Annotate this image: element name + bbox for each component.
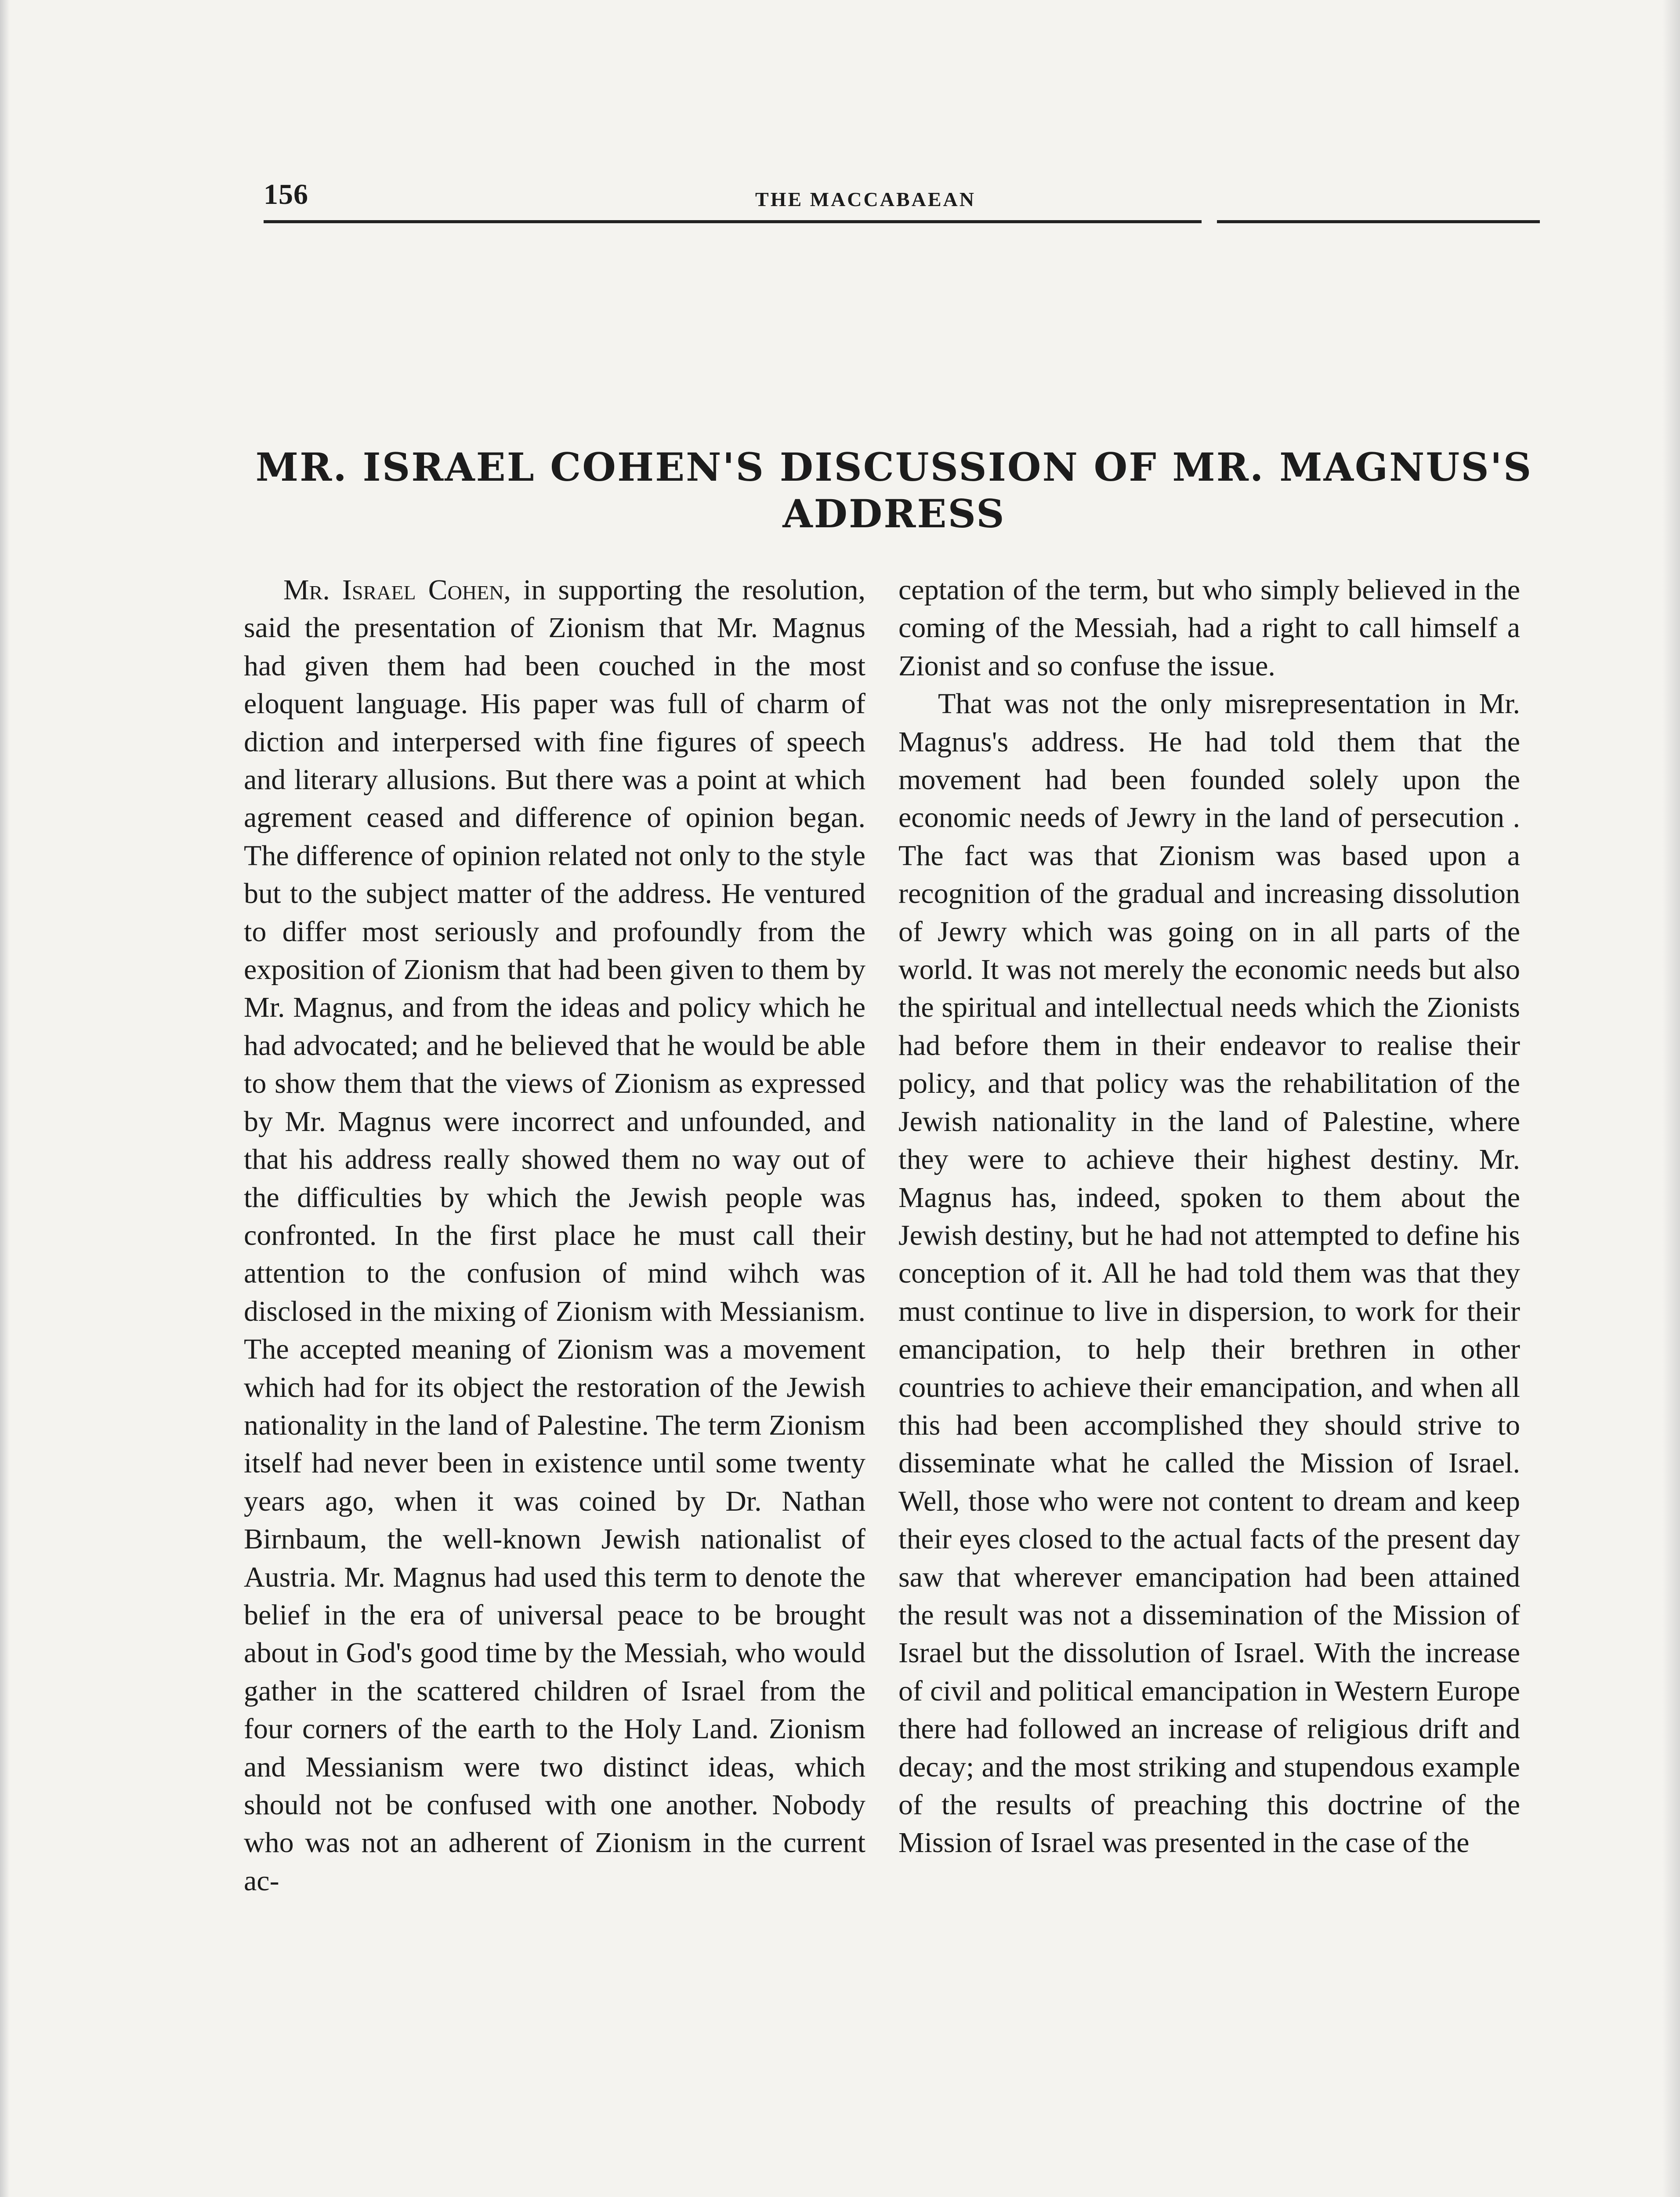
header-rule-left bbox=[264, 220, 1202, 223]
left-column-text: in supporting the resolution, said the presentation of Zionism that Mr. Magnus had given them had been couched in the most eloquent language. His paper was full of charm of diction and interpersed with fine figures of speech and literary allusions. But there was a point at which agrement ceased and difference of opinion began. The difference of opinion related not only to the style but to the subject matter of the address. He ventured to differ most seriously and profoundly from the exposition of Zionism that had been given to them by Mr. Magnus, and from the ideas and policy which he had advocated; and he believed that he would be able to show them that the views of Zionism as expressed by Mr. Magnus were incorrect and unfounded, and that his address really showed them no way out of the difficulties by which the Jewish people was confronted. In the first place he must call their attention to the confusion of mind wihch was disclosed in the mixing of Zionism with Messianism. The accepted meaning of Zionism was a movement which had for its object the restoration of the Jewish nationality in the land of Palestine. The term Zionism itself had never been in existence until some twenty years ago, when it was coined by Dr. Nathan Birnbaum, the well-known Jewish nationalist of Austria. Mr. Magnus had used this term to denote the belief in the era of universal peace to be brought about in God's good time by the Messiah, who would gather in the scattered children of Israel from the four corners of the earth to the Holy Land. Zionism and Messianism were two distinct ideas, which should not be confused with one another. Nobody who was not an adherent of Zionism in the current ac- bbox=[244, 574, 865, 1897]
right-column-continuation: ceptation of the term, but who simply believed in the coming of the Messiah, had a right to call himself a Zionist and so confuse the issue. bbox=[898, 574, 1520, 682]
article-title: MR. ISRAEL COHEN'S DISCUSSION OF MR. MAGNUS'S ADDRESS bbox=[255, 444, 1533, 537]
page-number: 156 bbox=[264, 178, 308, 210]
left-column bbox=[244, 571, 865, 1900]
right-column-paragraph: That was not the only misrepresentation in Mr. Magnus's address. He had told them that the movement had been founded solely upon the economic needs of Jewry in the land of persecution . The fact was that Zionism was based upon a recognition of the gradual and increasing dissolution of Jewry which was going on in all parts of the world. It was not merely the economic needs but also the spiritual and intellectual needs which the Zionists had before them in their endeavor to realise their policy, and that policy was the rehabilitation of the Jewish nationality in the land of Palestine, where they were to achieve their highest destiny. Mr. Magnus has, indeed, spoken to them about the Jewish destiny, but he had not attempted to define his conception of it. All he had told them was that they must continue to live in dispersion, to work for their emancipation, to help their brethren in other countries to achieve their emancipation, and when all this had been accomplished they should strive to disseminate what he called the Mission of Israel. Well, those who were not content to dream and keep their eyes closed to the actual facts of the present day saw that wherever emancipation had been attained the result was not a dissemination of the Mission of Israel but the dissolution of Israel. With the increase of civil and political emancipation in Western Europe there had followed an increase of religious drift and decay; and the most striking and stupendous example of the results of preaching this doctrine of the Mission of Israel was presented in the case of the bbox=[898, 688, 1520, 1859]
header-rule-right bbox=[1217, 220, 1540, 223]
lead-name: Mr. Israel Cohen, bbox=[283, 574, 511, 606]
page-header bbox=[264, 178, 1540, 231]
left-column-paragraph bbox=[244, 571, 865, 1900]
scan-edge-right bbox=[1662, 0, 1680, 2197]
scan-edge-left bbox=[0, 0, 10, 2197]
running-title: THE MACCABAEAN bbox=[755, 188, 976, 210]
right-column bbox=[898, 571, 1520, 1862]
